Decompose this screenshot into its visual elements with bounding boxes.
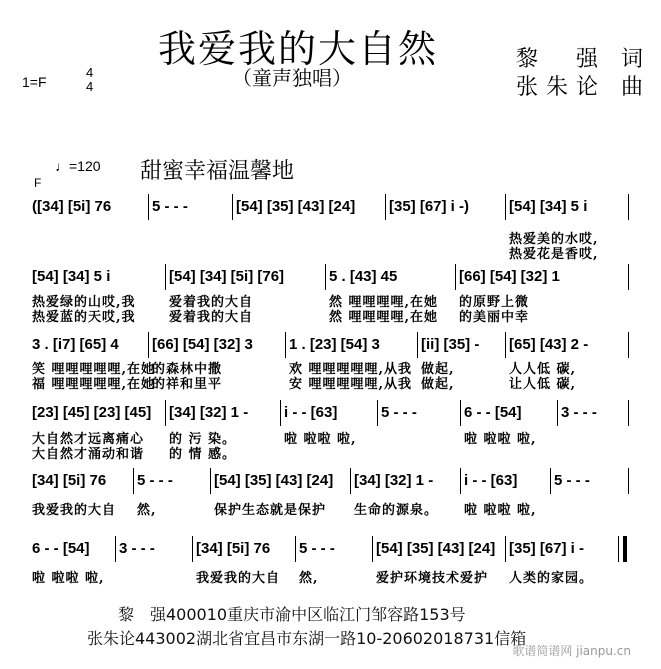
measure: [54] [34] 5 i [32,268,111,285]
bar-line [455,264,456,290]
lyric: 的祥和里平 [152,377,223,392]
lyric: 啦 啦啦 啦, [464,432,537,447]
lyric: 的原野上微 [459,295,530,310]
bar-line [285,332,286,358]
time-top: 4 [86,65,94,80]
bar-line [192,536,193,562]
composer-credit: 张朱论 曲 [516,75,651,100]
song-title: 我爱我的大自然 [158,27,439,71]
address-line-1: 黎 强400010重庆市渝中区临江门邹容路153号 [118,605,466,624]
lyric: 我爱我的大自 [196,571,281,586]
bar-line [165,400,166,426]
address-line-2: 张朱论443002湖北省宜昌市东湖一路10-20602018731信箱 [87,629,527,648]
lyric: 欢 哩哩哩哩哩,从我 [289,362,413,377]
measure: 5 - - - [137,472,173,489]
lyric: 笑 哩哩哩哩哩,在她 [32,362,156,377]
bar-line [372,536,373,562]
bar-line [232,194,233,220]
lyric: 大自然才涌动和谐 [32,447,145,462]
bar-line [628,468,629,494]
final-bar-line [623,536,627,562]
lyric: 大自然才远离痛心 [32,432,145,447]
measure: i - - [63] [284,404,338,421]
lyric: 然, [137,503,157,518]
lyric: 的森林中撒 [152,362,223,377]
bar-line [628,194,629,220]
bar-line [628,332,629,358]
bar-line [210,468,211,494]
watermark: 歌谱简谱网 jianpu.cn [512,644,631,658]
measure: [ii] [35] - [421,336,480,353]
measure: 3 . [i7] [65] 4 [32,336,119,353]
lyric: 让人低 碳, [509,377,577,392]
measure: 6 - - [54] [32,540,90,557]
measure: 6 - - [54] [464,404,522,421]
bar-line [133,468,134,494]
measure: [66] [54] [32] 3 [152,336,253,353]
bar-line [295,536,296,562]
bar-line [350,468,351,494]
measure: ([34] [5i] 76 [32,198,112,215]
lyric: 啦 啦啦 啦, [32,571,105,586]
measure: [54] [35] [43] [24] [236,198,356,215]
bar-line [550,468,551,494]
lyric: 爱着我的大自 [169,295,254,310]
lyric: 热爱绿的山哎,我 [32,295,136,310]
bar-line [148,194,149,220]
bar-line [628,400,629,426]
lyric: 爱护环境技术爱护 [376,571,489,586]
lyric: 然 哩哩哩哩,在她 [329,310,439,325]
key-signature: 1=F [22,74,47,90]
lyric: 做起, [421,362,455,377]
lyricist-credit: 黎 强 词 [516,47,651,72]
measure: [35] [67] i -) [389,198,470,215]
measure: i - - [63] [464,472,518,489]
lyric: 的 情 感。 [169,447,237,462]
lyric: 啦 啦啦 啦, [284,432,357,447]
bar-line [505,536,506,562]
measure: [34] [32] 1 - [169,404,249,421]
lyric: 的美丽中幸 [459,310,530,325]
bar-line [325,264,326,290]
measure: 5 . [43] 45 [329,268,398,285]
bar-line [417,332,418,358]
time-signature [86,66,93,94]
lyric: 安 哩哩哩哩哩,从我 [289,377,413,392]
measure: [34] [32] 1 - [354,472,434,489]
lyric: 的 污 染。 [169,432,237,447]
final-bar-line [618,536,619,562]
bar-line [505,332,506,358]
lyric: 人类的家园。 [509,571,594,586]
time-bottom: 4 [86,79,94,94]
measure: [65] [43] 2 - [509,336,589,353]
bar-line [165,264,166,290]
measure: [54] [34] 5 i [509,198,588,215]
measure: 5 - - - [152,198,188,215]
measure: 5 - - - [381,404,417,421]
bar-line [505,194,506,220]
lyric: 热爱美的水哎, [509,232,599,247]
tempo-marking: ♩=120 [55,158,101,174]
lyric: 热爱蓝的天哎,我 [32,310,136,325]
song-subtitle: （童声独唱） [232,66,352,90]
bar-line [460,400,461,426]
lyric: 爱着我的大自 [169,310,254,325]
measure: [54] [35] [43] [24] [376,540,496,557]
lyric: 我爱我的大自 [32,503,117,518]
measure: 5 - - - [299,540,335,557]
lyric: 生命的源泉。 [354,503,439,518]
lyric: 保护生态就是保护 [214,503,327,518]
bar-line [385,194,386,220]
lyric: 做起, [421,377,455,392]
lyric: 啦 啦啦 啦, [464,503,537,518]
measure: [34] [5i] 76 [196,540,271,557]
lyric: 然 哩哩哩哩,在她 [329,295,439,310]
lyric: 然, [299,571,319,586]
bar-line [148,332,149,358]
measure: [54] [34] [5i] [76] [169,268,285,285]
lyric: 热爱花是香哎, [509,247,599,262]
bar-line [628,264,629,290]
measure: 5 - - - [554,472,590,489]
bar-line [377,400,378,426]
measure: [23] [45] [23] [45] [32,404,152,421]
expression-text: 甜蜜幸福温馨地 [140,159,295,184]
bar-line [280,400,281,426]
measure: [34] [5i] 76 [32,472,107,489]
measure: [35] [67] i - [509,540,585,557]
lyric: 福 哩哩哩哩哩,在她 [32,377,156,392]
bar-line [115,536,116,562]
bar-line [557,400,558,426]
measure: 1 . [23] [54] 3 [289,336,380,353]
measure: 3 - - - [561,404,597,421]
lyric: 人人低 碳, [509,362,577,377]
measure: [54] [35] [43] [24] [214,472,334,489]
bar-line [460,468,461,494]
measure: [66] [54] [32] 1 [459,268,560,285]
key-mark: F [34,176,42,190]
measure: 3 - - - [119,540,155,557]
